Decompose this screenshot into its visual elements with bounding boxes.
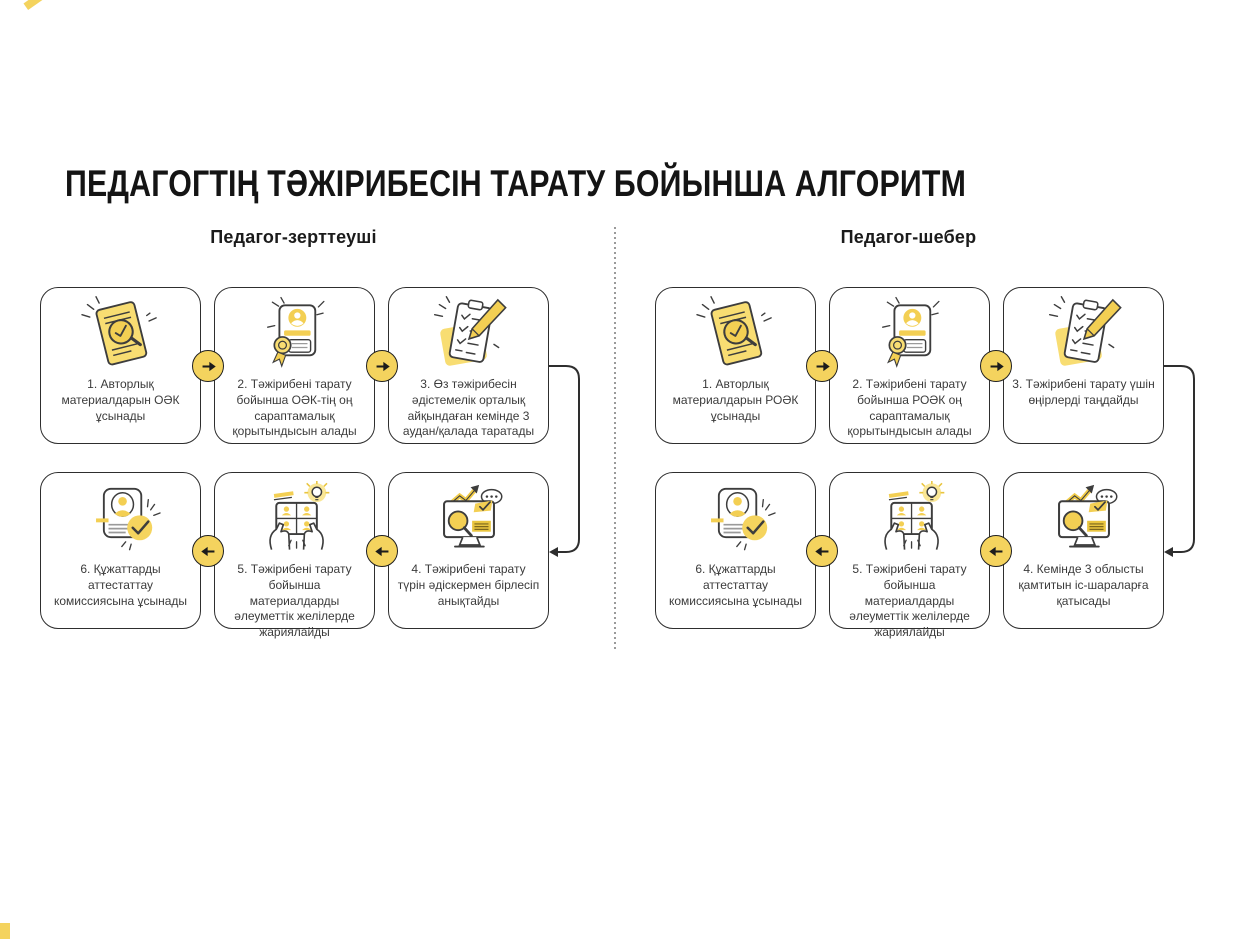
certificate-award-icon <box>858 296 962 374</box>
flow-arrow-left-icon <box>192 535 224 567</box>
column-separator <box>614 227 616 651</box>
step-label: 1. Авторлық материалдарын РОӘК ұсынады <box>672 377 799 423</box>
flow-arrow-left-icon <box>366 535 398 567</box>
step-card-master-2 <box>829 287 990 444</box>
document-search-check-icon <box>69 296 173 374</box>
step-label: 6. Құжаттарды аттестаттау комиссиясына ұсынады <box>53 562 188 608</box>
certificate-award-icon <box>243 296 347 374</box>
step-card-master-4 <box>1003 472 1164 629</box>
step-label: 5. Тәжірибені тарату бойынша материалдарды әлеуметтік желілерде жариялайды <box>849 562 970 640</box>
elbow-connector <box>1164 353 1204 565</box>
step-card-master-5 <box>829 472 990 640</box>
step-label: 2. Тәжірибені тарату бойынша РОӘК оң сараптамалық қорытындысын алады <box>847 377 972 439</box>
hands-tablet-idea-icon <box>243 481 347 559</box>
step-card-master-6 <box>655 472 816 629</box>
step-label: 3. Өз тәжірибесін әдістемелік орталық айқындаған кемінде 3 аудан/қалада таратады <box>402 377 535 439</box>
step-label: 5. Тәжірибені тарату бойынша материалдарды әлеуметтік желілерде жариялайды <box>234 562 355 640</box>
flow-arrow-right-icon <box>806 350 838 382</box>
column-header-master: Педагог-шебер <box>840 227 977 247</box>
elbow-connector <box>549 353 589 565</box>
monitor-analytics-icon <box>1032 481 1136 559</box>
step-card-researcher-4 <box>388 472 549 629</box>
step-card-master-3 <box>1003 287 1164 444</box>
step-card-researcher-1 <box>40 287 201 444</box>
clipboard-checklist-pencil-icon <box>417 296 521 374</box>
step-label: 3. Тәжірибені тарату үшін өңірлерді таңдайды <box>1012 377 1155 407</box>
step-card-researcher-2 <box>214 287 375 444</box>
step-card-researcher-3 <box>388 287 549 444</box>
corner-accent-bottom-left <box>0 923 10 939</box>
step-label: 4. Кемінде 3 облысты қамтитын іс-шараларға қатысады <box>1018 562 1149 608</box>
document-search-check-icon <box>684 296 788 374</box>
column-header-researcher: Педагог-зерттеуші <box>210 227 377 247</box>
page-title: ПЕДАГОГТІҢ ТӘЖІРИБЕСІН ТАРАТУ БОЙЫНША АЛГОРИТМ <box>65 162 967 204</box>
step-label: 6. Құжаттарды аттестаттау комиссиясына ұсынады <box>668 562 803 608</box>
profile-document-approved-icon <box>684 481 788 559</box>
flow-arrow-right-icon <box>366 350 398 382</box>
step-label: 2. Тәжірибені тарату бойынша ОӘК-тің оң сараптамалық қорытындысын алады <box>232 377 357 439</box>
monitor-analytics-icon <box>417 481 521 559</box>
flow-arrow-right-icon <box>192 350 224 382</box>
flow-arrow-left-icon <box>806 535 838 567</box>
corner-accent-top-left <box>24 0 45 10</box>
profile-document-approved-icon <box>69 481 173 559</box>
step-card-researcher-5 <box>214 472 375 640</box>
step-label: 1. Авторлық материалдарын ОӘК ұсынады <box>61 377 180 423</box>
step-card-researcher-6 <box>40 472 201 629</box>
clipboard-checklist-pencil-icon <box>1032 296 1136 374</box>
step-label: 4. Тәжірибені тарату түрін әдіскермен бірлесіп анықтайды <box>397 562 540 608</box>
hands-tablet-idea-icon <box>858 481 962 559</box>
flow-arrow-left-icon <box>980 535 1012 567</box>
flow-arrow-right-icon <box>980 350 1012 382</box>
step-card-master-1 <box>655 287 816 444</box>
